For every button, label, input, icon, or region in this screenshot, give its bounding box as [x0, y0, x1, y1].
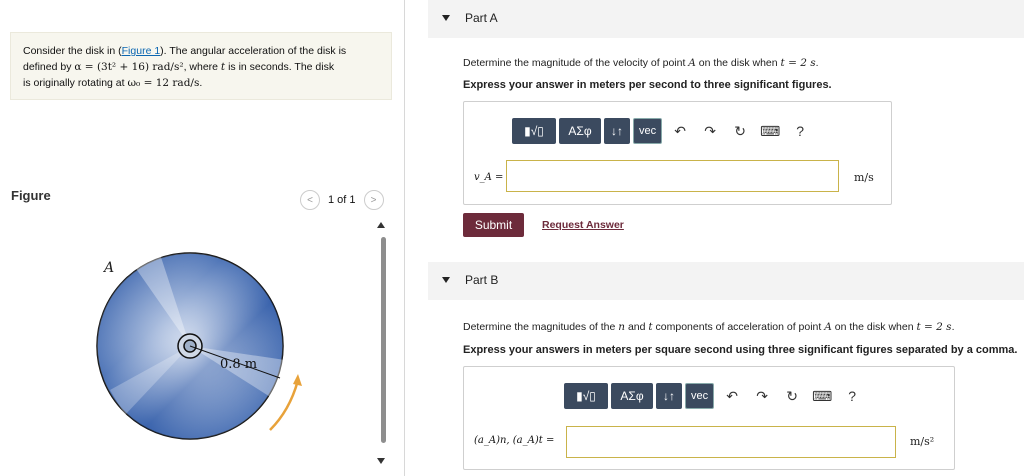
- greek-button[interactable]: ΑΣφ: [559, 118, 601, 144]
- keyboard-icon[interactable]: ⌨: [812, 387, 833, 404]
- panel-divider: [404, 0, 405, 476]
- part-b-answer-box: [463, 366, 955, 470]
- reset-icon[interactable]: ↻: [734, 122, 746, 139]
- part-a-answer-input[interactable]: [506, 160, 839, 192]
- templates-button[interactable]: ▮√▯: [564, 383, 608, 409]
- radius-label: 0.8 m: [220, 357, 258, 372]
- next-figure-button[interactable]: >: [364, 190, 384, 210]
- prev-figure-button[interactable]: <: [300, 190, 320, 210]
- undo-icon[interactable]: ↶: [726, 387, 738, 404]
- part-b-input-label: (a_A)n, (a_A)t =: [474, 435, 555, 446]
- help-icon[interactable]: ?: [848, 388, 857, 404]
- part-a-input-label: v_A =: [474, 172, 504, 183]
- redo-icon[interactable]: ↷: [704, 122, 716, 139]
- part-b-header[interactable]: [428, 262, 1024, 300]
- redo-icon[interactable]: ↷: [756, 387, 768, 404]
- part-b-question: Determine the magnitudes of the n and t components of acceleration of point A on the disk when t = 2 s.: [463, 321, 955, 333]
- figure-scrollbar[interactable]: [381, 237, 386, 443]
- part-a-units: m/s: [854, 171, 874, 184]
- submit-button[interactable]: Submit: [463, 213, 524, 237]
- keyboard-icon[interactable]: ⌨: [760, 122, 781, 139]
- part-a-instruction: Express your answer in meters per second to three significant figures.: [463, 79, 832, 91]
- figure-pager: [300, 190, 384, 210]
- part-a-question: Determine the magnitude of the velocity of point A on the disk when t = 2 s.: [463, 57, 819, 69]
- vector-button[interactable]: vec: [633, 118, 662, 144]
- point-a-label: A: [104, 260, 115, 276]
- request-answer-link[interactable]: Request Answer: [542, 219, 624, 231]
- part-a-toolbar: [512, 118, 812, 144]
- part-b-units: m/s²: [910, 435, 935, 448]
- disk-figure: [90, 240, 320, 476]
- greek-button[interactable]: ΑΣφ: [611, 383, 653, 409]
- part-a-title: Part A: [465, 11, 498, 25]
- help-icon[interactable]: ?: [796, 123, 805, 139]
- collapse-icon: [442, 15, 450, 21]
- problem-statement: Consider the disk in (Figure 1). The angular acceleration of the disk is defined by α = (3t² + 16) rad/s², where t is in seconds. The disk is originally rotating at ω₀ = 12 rad/s.: [10, 32, 392, 100]
- figure-link[interactable]: Figure 1: [121, 45, 161, 57]
- part-a-header[interactable]: [428, 0, 1024, 38]
- pager-text: 1 of 1: [328, 194, 356, 206]
- collapse-icon: [442, 277, 450, 283]
- templates-button[interactable]: ▮√▯: [512, 118, 556, 144]
- part-b-answer-input[interactable]: [566, 426, 896, 458]
- scroll-up-arrow[interactable]: [377, 222, 385, 228]
- sort-button[interactable]: ↓↑: [604, 118, 630, 144]
- scroll-down-arrow[interactable]: [377, 458, 385, 464]
- alpha-equation: α = (3t² + 16) rad/s²: [74, 61, 184, 73]
- omega-equation: ω₀ = 12 rad/s: [127, 77, 200, 89]
- undo-icon[interactable]: ↶: [674, 122, 686, 139]
- sort-button[interactable]: ↓↑: [656, 383, 682, 409]
- vector-button[interactable]: vec: [685, 383, 714, 409]
- part-b-toolbar: [564, 383, 864, 409]
- part-a-answer-box: [463, 101, 892, 205]
- figure-title: Figure: [11, 188, 51, 203]
- part-b-title: Part B: [465, 273, 499, 287]
- part-b-instruction: Express your answers in meters per square second using three significant figures separated by a comma.: [463, 344, 1018, 356]
- reset-icon[interactable]: ↻: [786, 387, 798, 404]
